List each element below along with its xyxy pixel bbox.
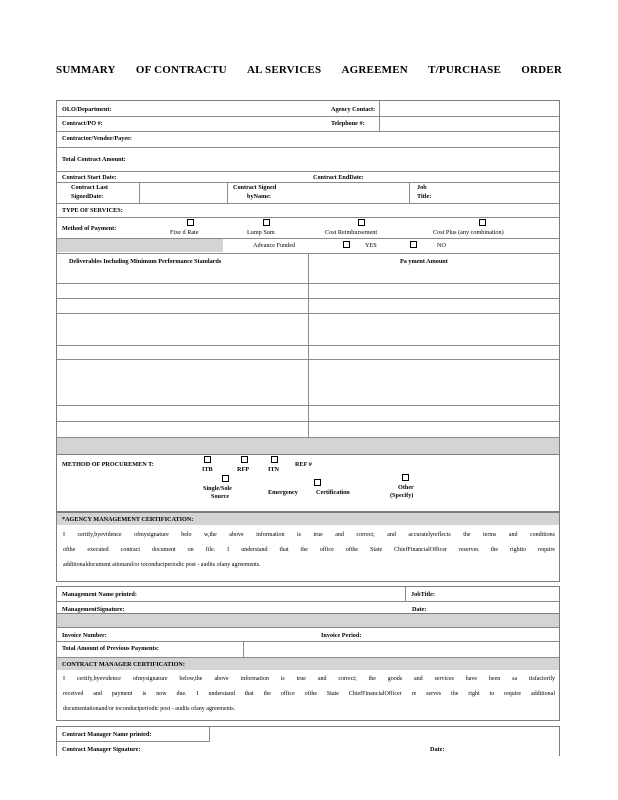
contract-manager-signature-label: Contract Manager Signature: (62, 746, 141, 753)
management-signature-label: ManagementSignature: (62, 606, 125, 613)
ref-number-label: REF # (295, 461, 312, 468)
deliverables-row (57, 283, 559, 284)
certification-label: Certification (316, 489, 350, 496)
total-previous-payments-label: Total Amount of Previous Payments: (62, 645, 159, 652)
itn-label: ITN (268, 466, 280, 473)
itb-label: ITB (202, 466, 213, 473)
form-title (56, 64, 562, 82)
contract-manager-date-label: Date: (430, 746, 445, 753)
cost-reimbursement-label: Cost Reimbursement (325, 229, 378, 236)
other-checkbox[interactable] (402, 474, 409, 481)
contract-signed-by-label: Contract Signed (233, 184, 277, 191)
advance-funded-no-label: NO (437, 242, 446, 249)
contract-po-label: Contract/PO #: (62, 120, 103, 127)
single-sole-source-label-2: Source (211, 493, 230, 500)
title-word-3: AL SERVICES (247, 64, 322, 76)
job-title-label: Job (417, 184, 427, 191)
deliverables-row (57, 313, 559, 314)
contract-manager-certification-line: I certify,byevidence ofmysignature below,the above information is true and correct; the goods and services have been sa tisfactorily (63, 676, 555, 682)
advance-funded-no-checkbox[interactable] (410, 241, 417, 248)
other-label: Other (398, 484, 414, 491)
invoice-number-label: Invoice Number: (62, 632, 107, 639)
deliverables-row (57, 345, 559, 346)
procurement-section (56, 454, 560, 512)
agency-contact-label: Agency Contact: (331, 106, 376, 113)
management-job-title-label: JobTitle: (411, 591, 435, 598)
contract-end-date-label: Contract EndDate: (313, 174, 364, 181)
contract-manager-certification-heading: CONTRACT MANAGER CERTIFICATION: (62, 661, 185, 668)
agency-certification-line: I certify,byevidence ofmysignature belo w,the above information is true and correct; and accuratelyreflects the terms and conditions (63, 532, 555, 538)
agency-certification-text (63, 528, 555, 573)
itb-checkbox[interactable] (204, 456, 211, 463)
deliverables-row (57, 298, 559, 299)
contract-last-signed-label: Contract Last (71, 184, 108, 191)
advance-funded-label: Advance Funded (253, 242, 296, 249)
management-date-label: Date: (412, 606, 427, 613)
deliverables-column-header: Deliverables Including Minimum Performance Standards (69, 258, 222, 265)
job-title-label-2: Title: (417, 193, 432, 200)
advance-funded-yes-checkbox[interactable] (343, 241, 350, 248)
itn-checkbox[interactable] (271, 456, 278, 463)
contract-manager-signature-section (56, 726, 560, 756)
deliverables-row (57, 421, 559, 422)
title-word-4: AGREEMEN (341, 64, 408, 76)
certification-checkbox[interactable] (314, 479, 321, 486)
invoice-section (56, 613, 560, 721)
agency-certification-line: additionaldocument ationand/or toconductperiodic post - audits ofany agreements. (63, 562, 261, 568)
lump-sum-checkbox[interactable] (263, 219, 270, 226)
contractor-label: Contractor/Vendor/Payee: (62, 135, 132, 142)
signed-date-label: SignedDate: (71, 193, 104, 200)
fixed-rate-checkbox[interactable] (187, 219, 194, 226)
title-word-2: OF CONTRACTU (135, 64, 227, 76)
contract-manager-certification-line: documentationand/or toconductperiodic post - audits ofany agreements. (63, 706, 236, 712)
title-word-1: SUMMARY (56, 64, 116, 76)
invoice-period-label: Invoice Period: (321, 632, 362, 639)
type-of-services-label: TYPE OF SERVICES: (62, 207, 123, 214)
title-word-6: ORDER (521, 64, 562, 76)
olo-department-label: OLO/Department: (62, 106, 112, 113)
method-of-payment-label: Method of Payment: (62, 225, 117, 232)
emergency-label: Emergency (268, 489, 298, 496)
contract-manager-name-label: Contract Manager Name printed: (62, 731, 152, 738)
signed-by-name-label: byName: (247, 193, 272, 200)
deliverables-row (57, 405, 559, 406)
cost-reimbursement-checkbox[interactable] (358, 219, 365, 226)
cost-plus-checkbox[interactable] (479, 219, 486, 226)
contract-manager-certification-line: received and payment is now due. I understand that the office ofthe State ChiefFinancialOfficer re serves the right to require additional (63, 691, 555, 697)
contract-manager-certification-text (63, 672, 555, 717)
rfp-label: RFP (237, 466, 250, 473)
single-sole-source-label: Single/Sole (203, 485, 232, 492)
other-specify-label: (Specify) (390, 492, 414, 499)
contract-start-date-label: Contract Start Date: (62, 174, 117, 181)
lump-sum-label: Lump Sum (247, 229, 275, 236)
fixed-rate-label: Fixe d Rate (170, 229, 199, 236)
title-word-5: T/PURCHASE (428, 64, 502, 76)
agency-certification-line: ofthe executed contract document on file. I understand that the office ofthe State ChiefFinancialOfficer reserves the rightto require (63, 547, 555, 553)
rfp-checkbox[interactable] (241, 456, 248, 463)
telephone-label: Telephone #: (331, 120, 365, 127)
agency-certification-heading: *AGENCY MANAGEMENT CERTIFICATION: (62, 516, 194, 523)
advance-funded-yes-label: YES (365, 242, 377, 249)
payment-amount-column-header: Pa yment Amount (400, 258, 448, 265)
management-name-label: Management Name printed: (62, 591, 137, 598)
total-contract-amount-label: Total Contract Amount: (62, 156, 126, 163)
contract-summary-form (56, 100, 560, 756)
single-sole-source-checkbox[interactable] (222, 475, 229, 482)
method-of-procurement-label: METHOD OF PROCUREMEN T: (62, 461, 154, 468)
agency-certification-section (56, 512, 560, 582)
cost-plus-label: Cost Plus (any combination) (433, 229, 504, 236)
contract-info-section (56, 100, 560, 454)
deliverables-row (57, 359, 559, 360)
